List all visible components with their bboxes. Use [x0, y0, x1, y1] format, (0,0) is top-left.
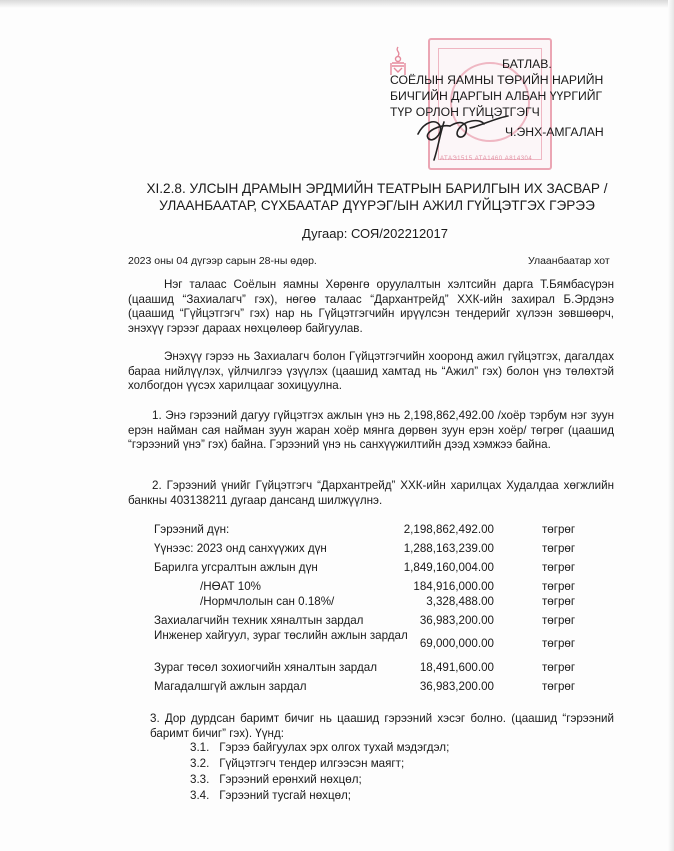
signer-name: Ч.ЭНХ-АМГАЛАН: [505, 125, 604, 139]
financial-label: Захиалагчийн техник хяналтын зардал: [154, 614, 364, 627]
contract-city: Улаанбаатар хот: [528, 255, 610, 267]
financial-currency: төгрөг: [542, 595, 576, 608]
contract-date: 2023 оны 04 дүгээр сарын 28-ны өдөр.: [128, 255, 317, 267]
financial-amount: 36,983,200.00: [419, 614, 494, 627]
financial-row: [154, 523, 594, 542]
document-list-text: Гэрээ байгуулах эрх олгох тухай мэдэгдэл;: [219, 741, 450, 754]
financial-amount: 3,328,488.00: [426, 595, 494, 608]
document-list-item: [190, 741, 449, 755]
financial-currency: төгрөг: [542, 580, 576, 593]
clause-3-paragraph: 3. Дор дурдсан баримт бичиг нь цаашид гэрээний хэсэг болно. (цаашид “гэрээний баримт бичиг” гэх). Үүнд:: [150, 712, 614, 740]
financial-row: [154, 595, 594, 614]
approval-line: СОЁЛЫН ЯАМНЫ ТӨРИЙН НАРИЙН: [390, 73, 604, 87]
financial-amount: 1,288,163,239.00: [403, 542, 494, 555]
intro-paragraph: Нэг талаас Соёлын яамны Хөрөнгө оруулалтын хэлтсийн дарга Т.Бямбасүрэн (цаашид “Захиалагч” гэх), нөгөө талаас “Дархантрейд” ХХК-ийн захирал Б.Эрдэнэ (цаашид “Гүйцэтгэгч” гэх) нар нь Гүйцэтгэгчийн ирүүлсэн тендерийг хүлээн зөвшөөрч, энэхүү гэрээг дараах нөхцөлөөр байгуулав.: [128, 278, 614, 335]
financial-label: /НӨАТ 10%: [200, 580, 261, 593]
financial-amount: 2,198,862,492.00: [403, 523, 494, 536]
financial-label: /Нормчлолын сан 0.18%/: [200, 595, 335, 608]
financial-amount: 184,916,000.00: [413, 580, 494, 593]
financial-currency: төгрөг: [542, 523, 576, 536]
financial-row: [154, 542, 594, 561]
page-right-edge: [668, 0, 674, 851]
financial-row: [154, 661, 594, 680]
financial-label: Барилга угсралтын ажлын дүн: [154, 561, 318, 574]
financial-amount: 69,000,000.00: [419, 637, 494, 650]
approval-line: ТҮР ОРЛОН ГҮЙЦЭТГЭГЧ: [390, 105, 540, 119]
stamp-numbers: АТАЭ1515 АТА1460 А814304: [440, 156, 533, 162]
handwritten-signature: [410, 104, 520, 164]
financial-currency: төгрөг: [542, 614, 576, 627]
document-list-number: 3.3.: [190, 773, 210, 786]
document-list-text: Гэрээний тусгай нөхцөл;: [219, 789, 352, 802]
financial-label: Зураг төсөл зохиогчийн хяналтын зардал: [154, 661, 377, 674]
document-list-item: [190, 757, 404, 771]
financial-amount: 18,491,600.00: [419, 661, 494, 674]
financial-row: [154, 614, 594, 629]
document-list-number: 3.2.: [190, 757, 210, 770]
scope-paragraph: Энэхүү гэрээ нь Захиалагч болон Гүйцэтгэгчийн хооронд ажил гүйцэтгэх, дагалдах бараа нийлүүлэх, үйлчилгээ үзүүлэх (цаашид хамтад нь “Ажил” гэх) болон үнэ төлөхтэй холбогдон үүсэх харилцааг зохицуулна.: [128, 350, 614, 393]
document-list-number: 3.4.: [190, 789, 210, 802]
financial-amount: 1,849,160,004.00: [403, 561, 494, 574]
clause-1-paragraph: 1. Энэ гэрээний дагуу гүйцэтгэх ажлын үнэ нь 2,198,862,492.00 /хоёр тэрбум нэг зуун ерэн найман сая найман зуун жаран хоёр мянга дөрвөн зуун ерэн хоёр/ төгрөг (цаашид “гэрээний үнэ” гэх) байна. Гэрээний үнэ нь санхүүжилтийн дээд хэмжээ байна.: [128, 409, 614, 452]
financial-currency: төгрөг: [542, 542, 576, 555]
document-list-text: Гүйцэтгэгч тендер илгээсэн маягт;: [219, 757, 405, 770]
approval-line: БИЧГИЙН ДАРГЫН АЛБАН ҮҮРГИЙГ: [390, 89, 603, 103]
financial-row: [154, 629, 594, 661]
financial-amount: 36,983,200.00: [419, 680, 494, 693]
financial-label: Магадалшгүй ажлын зардал: [154, 680, 307, 693]
document-list-text: Гэрээний ерөнхий нөхцөл;: [219, 773, 362, 786]
document-title: XI.2.8. УЛСЫН ДРАМЫН ЭРДМИЙН ТЕАТРЫН БАРИЛГЫН ИХ ЗАСВАР /УЛААНБААТАР, СҮХБААТАР ДҮҮРЭГ/ЫН АЖИЛ ГҮЙЦЭТГЭХ ГЭРЭЭ: [146, 181, 608, 213]
document-list-item: [190, 773, 362, 787]
financial-row: [154, 580, 594, 595]
page-top-edge: [0, 0, 674, 8]
financial-currency: төгрөг: [542, 561, 576, 574]
clause-2-paragraph: 2. Гэрээний үнийг Гүйцэтгэгч “Дархантрейд” ХХК-ийн харилцах Худалдаа хөгжлийн банкны 403138211 дугаар дансанд шилжүүлнэ.: [128, 479, 614, 507]
financial-row: [154, 680, 594, 699]
financial-label: Инженер хайгуул, зураг төслийн ажлын зардал: [154, 629, 408, 642]
document-list-item: [190, 789, 351, 803]
financial-breakdown: [154, 523, 594, 699]
financial-currency: төгрөг: [542, 680, 576, 693]
financial-currency: төгрөг: [542, 637, 576, 650]
financial-row: [154, 561, 594, 580]
financial-label: Үүнээс: 2023 онд санхүүжих дүн: [154, 542, 327, 555]
financial-label: Гэрээний дүн:: [154, 523, 230, 536]
contract-number: Дугаар: СОЯ/202212017: [302, 226, 448, 241]
financial-currency: төгрөг: [542, 661, 576, 674]
approval-line: БАТЛАВ.: [502, 57, 552, 71]
document-list-number: 3.1.: [190, 741, 210, 754]
